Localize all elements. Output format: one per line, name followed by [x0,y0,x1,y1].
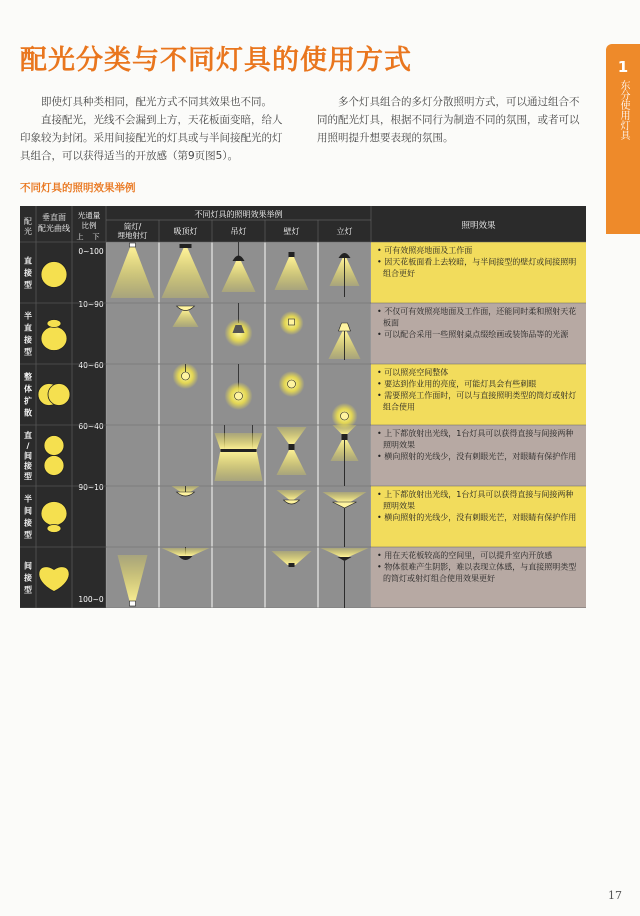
head-effect: 照明效果 [461,221,496,231]
intro-left [20,93,288,165]
curve-shape-r1-b [47,320,61,328]
row-3-type-char-0: 直 [24,431,32,441]
head-lamp-0-a: 筒灯/ [123,222,142,231]
effect-r4-0: • 上下都放射出光线，1台灯具可以获得直接与间接两种 [377,490,574,499]
lamp-r0-downlight [130,243,136,247]
row-4-type-char-2: 接 [24,518,32,528]
lamp-r3-bracket [289,444,295,450]
row-2-type-char-3: 散 [24,408,32,418]
head-lamp-4: 立灯 [336,227,353,236]
effect-r4-0: 照明效果 [383,501,415,511]
cell-r1-c0 [107,304,159,364]
curve-shape-r3-a [44,436,64,456]
lamp-r2-ceiling [182,372,190,380]
effect-r3-0: • 上下都放射出光线，1台灯具可以获得直接与间接两种 [377,429,574,438]
chapter-number: 1 [617,58,629,76]
intro-right [317,93,587,147]
row-1-type-char-1: 直 [24,323,32,333]
row-2-type-char-0: 整 [24,372,32,382]
chapter-label: 东分使用灯具 [618,80,629,140]
effect-r0-0: • 可有效照亮地面及工作面 [377,246,473,255]
head-up: 上 [76,233,84,241]
cell-r2-c0 [107,365,159,425]
table-header-bg [20,206,586,242]
effect-r5-0: • 用在天花板较高的空间里，可以提升室内开放感 [377,551,553,560]
ratio-label-0: 0~100 [78,247,104,256]
head-col3-a: 光通量 [77,211,101,220]
row-4-type-char-3: 型 [24,530,32,540]
lamp-r3-pendant-up [215,433,263,450]
row-1-type-char-0: 半 [24,311,32,321]
effect-r3-1: • 横向照射的光线少，没有刺眼光芒，对眼睛有保护作用 [377,452,577,461]
head-col1-a: 配 [24,217,32,226]
effect-r2-1: • 要达到作业用的亮度，可能灯具会有些刺眼 [377,379,537,389]
curve-shape-r4-b [47,525,61,533]
curve-shape-r4-a [41,502,67,526]
effect-r2-0: • 可以照亮空间整体 [377,368,449,377]
effect-r5-1: • 物体很难产生阴影，难以表现立体感，与直接照明类型 [377,562,577,572]
row-0-type-char-0: 直 [24,256,32,266]
curve-shape-r0 [41,262,67,288]
ratio-label-3: 60~40 [78,422,104,431]
row-5-type-char-1: 接 [24,573,32,583]
head-col3-b: 比例 [81,221,97,230]
row-5-type-char-2: 型 [24,585,32,595]
effect-r2-2: 组合使用 [383,402,415,412]
lighting-table-graphic [20,206,586,608]
ratio-label-2: 40~60 [78,361,104,370]
row-3-type-char-4: 型 [24,471,32,481]
cell-r3-c1 [160,426,212,486]
row-3-type-char-2: 间 [24,451,32,461]
row-4-type-char-1: 间 [24,506,32,516]
curve-shape-r3-b [44,456,64,476]
lamp-r0-bracket [289,252,295,257]
table-subtitle: 不同灯具的照明效果举例 [20,182,136,194]
lamp-r2-stand [341,412,349,420]
head-col2-b: 配光曲线 [38,224,70,233]
lighting-effects-table [20,206,586,612]
effect-r2-2: • 需要照亮工作面时，可以与直接照明类型的筒灯或射灯 [377,391,577,400]
lamp-r0-ceiling [180,244,192,248]
lamp-r5-uplight [130,601,136,606]
lamp-r5-bracket [289,563,295,567]
effect-r1-0: • 不仅可有效照亮地面及工作面，还能同时柔和照射天花 [377,307,577,316]
cell-r5-c2 [213,548,265,608]
curve-r2 [38,384,70,406]
curve-r0 [41,262,67,288]
lamp-r3-pendant [221,449,257,452]
effect-r3-0: 照明效果 [383,440,415,450]
head-group: 不同灯具的照明效果举例 [194,210,283,219]
cell-r4-c2 [213,487,265,547]
head-down: 下 [92,233,100,241]
ratio-label-5: 100~0 [78,595,104,604]
effect-r1-0: 板面 [383,318,399,328]
effect-r0-1: • 因天花板面看上去较暗，与半间接型的壁灯或间接照明 [377,257,577,267]
head-lamp-2: 吊灯 [230,227,247,236]
head-lamp-0-b: 埋地射灯 [117,231,148,240]
head-lamp-3: 壁灯 [283,227,300,236]
head-lamp-1: 吸顶灯 [173,227,198,236]
effect-r5-1: 的筒灯或射灯组合使用效果更好 [383,574,495,583]
page-number: 17 [608,889,622,902]
row-0-type-char-1: 接 [24,268,32,278]
lamp-r2-pendant [235,392,243,400]
intro-left-line-2: 直接配光，光线不会漏到上方，天花板面变暗，给人印象较为封闭。采用间接配光的灯具或与半间接配光的灯具组合，可以获得适当的开放感（第9页图5）。 [20,114,283,162]
intro-right-text: 多个灯具组合的多灯分散照明方式，可以通过组合不同的配光灯具，根据不同行为制造不同的氛围，或者可以用照明提升想要表现的氛围。 [317,96,580,144]
row-2-type-char-1: 体 [24,384,32,394]
head-col1-b: 光 [24,227,32,236]
effect-r4-1: • 横向照射的光线少，没有刺眼光芒，对眼睛有保护作用 [377,513,577,522]
row-4-type-char-0: 半 [24,494,32,504]
lamp-r1-bracket [289,319,295,325]
row-3-type-char-3: 接 [24,461,32,471]
effect-r1-1: • 可以配合采用一些照射桌点缀绘画或装饰品等的光源 [377,330,569,339]
lamp-r2-bracket [288,380,296,388]
effect-r0-1: 组合更好 [383,269,415,278]
row-5-type-char-0: 间 [24,561,32,571]
ratio-label-1: 10~90 [78,300,104,309]
curve-shape-r2-b [48,384,70,406]
curve-shape-r1-a [41,327,67,351]
lamp-r3-pendant-down [215,450,263,481]
lamp-r3-stand [342,434,348,440]
row-1-type-char-2: 接 [24,335,32,345]
page-title: 配光分类与不同灯具的使用方式 [20,45,412,76]
head-col2-a: 垂直面 [42,213,66,222]
ratio-label-4: 90~10 [78,483,104,492]
intro-left-line-1: 即使灯具种类相同，配光方式不同其效果也不同。 [41,96,272,108]
row-2-type-char-2: 扩 [24,396,32,406]
row-0-type-char-2: 型 [24,280,32,290]
row-1-type-char-3: 型 [24,347,32,357]
row-3-type-char-1: / [26,441,30,451]
cell-r3-c0 [107,426,159,486]
cell-r4-c0 [107,487,159,547]
chapter-tab [606,44,640,234]
